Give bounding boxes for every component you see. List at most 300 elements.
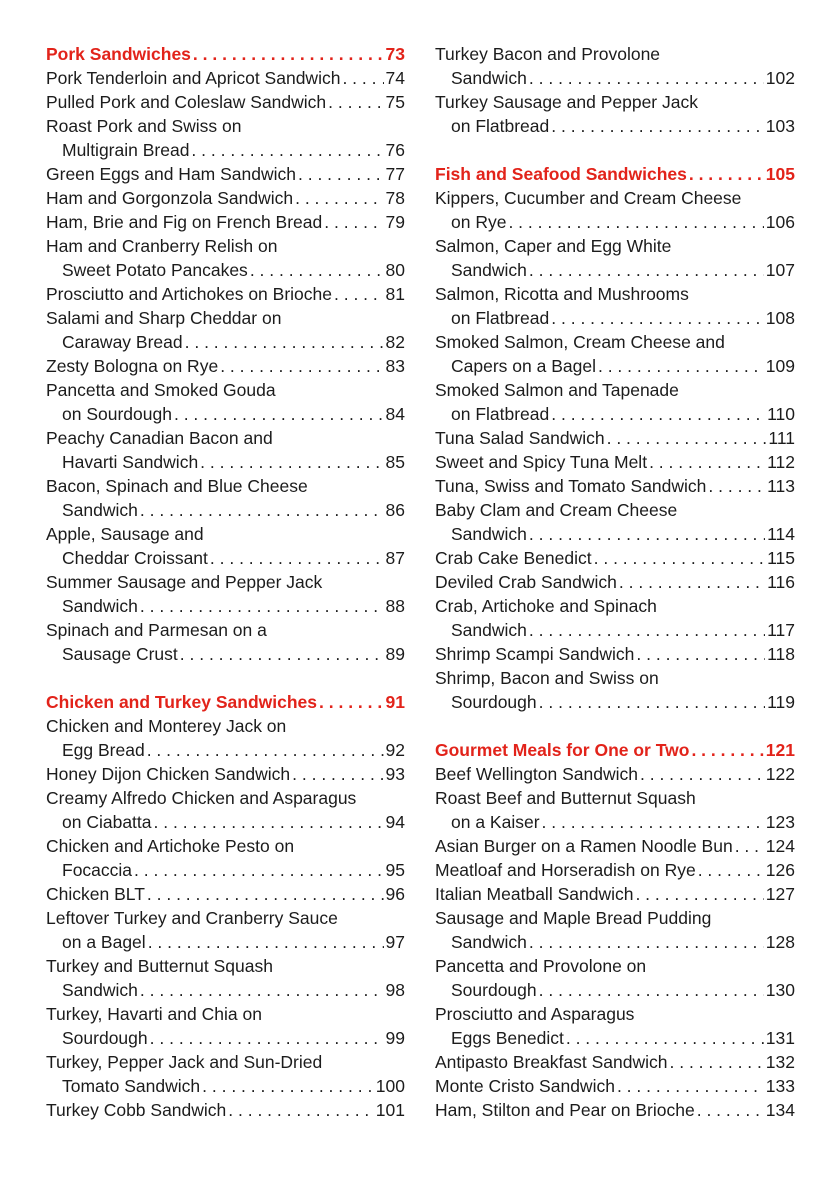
page-number: 82 [385, 332, 405, 352]
page-number: 78 [385, 188, 405, 208]
entry-title: Sandwich [451, 524, 527, 544]
toc-entry [46, 834, 405, 882]
entry-title: Sandwich [451, 68, 527, 88]
page-number: 118 [767, 644, 795, 664]
entry-title: Chicken and Artichoke Pesto on [46, 836, 295, 856]
entry-line [46, 1026, 405, 1050]
entry-title: Ham, Brie and Fig on French Bread [46, 212, 323, 232]
entry-title: Smoked Salmon and Tapenade [435, 380, 679, 400]
dot-leader [138, 978, 384, 1002]
entry-title: on Flatbread [451, 404, 550, 424]
dot-leader [322, 210, 383, 234]
entry-line [46, 954, 405, 978]
toc-entry [46, 90, 405, 114]
toc-entry [435, 90, 795, 138]
page-number: 109 [765, 356, 795, 376]
entry-line [46, 1002, 405, 1026]
entry-title: Salmon, Ricotta and Mushrooms [435, 284, 689, 304]
entry-line [435, 426, 795, 450]
section-title: Pork Sandwiches [46, 44, 191, 64]
entry-line [435, 522, 795, 546]
dot-leader [706, 474, 765, 498]
entry-title: Baby Clam and Cream Cheese [435, 500, 678, 520]
entry-line [435, 834, 795, 858]
entry-line [46, 618, 405, 642]
toc-entry [46, 306, 405, 354]
page-number: 102 [765, 68, 795, 88]
entry-line [46, 882, 405, 906]
toc-section [435, 42, 795, 138]
page-number: 92 [385, 740, 405, 760]
entry-title: Pulled Pork and Coleslaw Sandwich [46, 92, 327, 112]
entry-title: Smoked Salmon, Cream Cheese and [435, 332, 725, 352]
entry-line [435, 906, 795, 930]
dot-leader [145, 738, 384, 762]
entry-title: Ham and Gorgonzola Sandwich [46, 188, 294, 208]
dot-leader [296, 162, 384, 186]
page-number: 73 [385, 44, 405, 64]
page-number: 111 [768, 428, 795, 448]
dot-leader [647, 450, 765, 474]
toc-entry [435, 1098, 795, 1122]
dot-leader [132, 858, 384, 882]
dot-leader [146, 930, 384, 954]
dot-leader [293, 186, 383, 210]
entry-title: Ham and Cranberry Relish on [46, 236, 278, 256]
entry-title: Pork Tenderloin and Apricot Sandwich [46, 68, 341, 88]
toc-entry [435, 858, 795, 882]
dot-leader [172, 402, 384, 426]
dot-leader [248, 258, 384, 282]
page-number: 107 [765, 260, 795, 280]
dot-leader [208, 546, 384, 570]
entry-line [46, 762, 405, 786]
dot-leader [226, 1098, 374, 1122]
dot-leader [605, 426, 767, 450]
toc-entry [435, 882, 795, 906]
toc-entry [46, 522, 405, 570]
entry-line [46, 594, 405, 618]
toc-entry [435, 1074, 795, 1098]
entry-line [46, 114, 405, 138]
dot-leader [138, 594, 384, 618]
entry-title: Sandwich [451, 260, 527, 280]
toc-entry [435, 546, 795, 570]
entry-title: Turkey Cobb Sandwich [46, 1100, 227, 1120]
entry-title: Egg Bread [62, 740, 145, 760]
entry-title: Caraway Bread [62, 332, 183, 352]
toc-entry [435, 378, 795, 426]
page-number: 108 [765, 308, 795, 328]
entry-title: Asian Burger on a Ramen Noodle Bun [435, 836, 733, 856]
toc-entry [435, 42, 795, 90]
toc-section [435, 738, 795, 1122]
section-heading [435, 738, 795, 762]
entry-line [46, 858, 405, 882]
entry-title: Sourdough [62, 1028, 148, 1048]
entry-line [46, 90, 405, 114]
entry-line [435, 330, 795, 354]
entry-title: Cheddar Croissant [62, 548, 208, 568]
entry-line [435, 402, 795, 426]
entry-title: Sandwich [62, 500, 138, 520]
toc-entry [435, 594, 795, 642]
toc-entry [46, 954, 405, 1002]
entry-title: Turkey Bacon and Provolone [435, 44, 661, 64]
entry-title: Meatloaf and Horseradish on Rye [435, 860, 696, 880]
entry-title: Multigrain Bread [62, 140, 190, 160]
toc-entry [435, 498, 795, 546]
entry-line [46, 282, 405, 306]
dot-leader [527, 618, 765, 642]
page-number: 103 [765, 116, 795, 136]
toc-entry [46, 1098, 405, 1122]
entry-line [435, 1098, 795, 1122]
entry-title: Prosciutto and Asparagus [435, 1004, 635, 1024]
page-number: 86 [385, 500, 405, 520]
entry-title: Sweet and Spicy Tuna Melt [435, 452, 648, 472]
entry-line [435, 858, 795, 882]
entry-title: Pancetta and Provolone on [435, 956, 647, 976]
dot-leader [540, 810, 764, 834]
dot-leader [549, 402, 765, 426]
page-number: 130 [765, 980, 795, 1000]
entry-line [46, 714, 405, 738]
entry-line [46, 810, 405, 834]
page-number: 87 [385, 548, 405, 568]
dot-leader [549, 306, 764, 330]
toc-entry [435, 786, 795, 834]
page-number: 113 [767, 476, 795, 496]
toc-entry [435, 450, 795, 474]
entry-line [435, 1026, 795, 1050]
entry-title: Havarti Sandwich [62, 452, 199, 472]
entry-line [46, 906, 405, 930]
toc-entry [46, 714, 405, 762]
entry-title: Apple, Sausage and [46, 524, 204, 544]
entry-title: Monte Cristo Sandwich [435, 1076, 615, 1096]
entry-title: Roast Beef and Butternut Squash [435, 788, 696, 808]
dot-leader [527, 930, 764, 954]
dot-leader [596, 354, 764, 378]
dot-leader [527, 66, 764, 90]
toc-entry [435, 834, 795, 858]
entry-line [46, 738, 405, 762]
toc-entry [435, 642, 795, 666]
entry-line [435, 882, 795, 906]
entry-title: on Sourdough [62, 404, 172, 424]
dot-leader [634, 642, 765, 666]
toc-entry [46, 906, 405, 954]
dot-leader [733, 834, 764, 858]
entry-line [46, 330, 405, 354]
toc-entry [46, 234, 405, 282]
section-heading [46, 42, 405, 66]
dot-leader [687, 162, 764, 186]
dot-leader [198, 450, 383, 474]
toc-entry [435, 762, 795, 786]
section-heading [435, 162, 795, 186]
page-number: 93 [385, 764, 405, 784]
entry-line [46, 498, 405, 522]
entry-title: Green Eggs and Ham Sandwich [46, 164, 296, 184]
section-title: Gourmet Meals for One or Two [435, 740, 690, 760]
page-number: 96 [385, 884, 405, 904]
entry-title: Salmon, Caper and Egg White [435, 236, 672, 256]
entry-line [435, 666, 795, 690]
dot-leader [527, 522, 765, 546]
dot-leader [138, 498, 384, 522]
entry-line [435, 762, 795, 786]
page-number: 79 [385, 212, 405, 232]
toc-entry [435, 570, 795, 594]
dot-leader [189, 138, 383, 162]
dot-leader [200, 1074, 374, 1098]
page-number: 85 [385, 452, 405, 472]
toc-section [46, 690, 405, 1122]
page-number: 131 [765, 1028, 795, 1048]
page-number: 74 [385, 68, 405, 88]
entry-line [435, 546, 795, 570]
entry-line [46, 162, 405, 186]
toc-column-left [46, 42, 405, 1146]
toc-entry [46, 1050, 405, 1098]
entry-title: Turkey, Pepper Jack and Sun-Dried [46, 1052, 323, 1072]
toc-entry [435, 474, 795, 498]
entry-line [46, 426, 405, 450]
section-title: Chicken and Turkey Sandwiches [46, 692, 318, 712]
entry-title: on Rye [451, 212, 507, 232]
dot-leader [145, 882, 384, 906]
dot-leader [290, 762, 383, 786]
entry-line [435, 354, 795, 378]
page-number: 115 [767, 548, 795, 568]
dot-leader [317, 690, 384, 714]
page-number: 95 [385, 860, 405, 880]
entry-title: Antipasto Breakfast Sandwich [435, 1052, 668, 1072]
toc-entry [435, 906, 795, 954]
page-number: 134 [765, 1100, 795, 1120]
entry-title: Tomato Sandwich [62, 1076, 201, 1096]
entry-line [46, 354, 405, 378]
toc-entry [435, 666, 795, 714]
entry-title: Zesty Bologna on Rye [46, 356, 219, 376]
entry-line [435, 570, 795, 594]
dot-leader [617, 570, 765, 594]
entry-title: on Ciabatta [62, 812, 152, 832]
page-number: 126 [765, 860, 795, 880]
page-number: 121 [765, 740, 795, 760]
entry-line [46, 378, 405, 402]
entry-line [435, 690, 795, 714]
page-number: 81 [385, 284, 405, 304]
entry-line [46, 402, 405, 426]
page-number: 77 [385, 164, 405, 184]
dot-leader [549, 114, 764, 138]
dot-leader [615, 1074, 764, 1098]
entry-line [46, 258, 405, 282]
entry-title: Roast Pork and Swiss on [46, 116, 242, 136]
entry-title: Tuna, Swiss and Tomato Sandwich [435, 476, 707, 496]
entry-title: Tuna Salad Sandwich [435, 428, 605, 448]
entry-title: Focaccia [62, 860, 133, 880]
page-number: 105 [765, 164, 795, 184]
entry-title: Summer Sausage and Pepper Jack [46, 572, 323, 592]
toc-entry [435, 186, 795, 234]
entry-title: Chicken BLT [46, 884, 145, 904]
entry-line [46, 786, 405, 810]
toc-entry [435, 234, 795, 282]
toc-entry [435, 426, 795, 450]
toc-entry [46, 1002, 405, 1050]
dot-leader [178, 642, 384, 666]
entry-title: Crab Cake Benedict [435, 548, 592, 568]
entry-line [435, 1002, 795, 1026]
page-number: 88 [385, 596, 405, 616]
entry-line [435, 954, 795, 978]
entry-line [435, 786, 795, 810]
dot-leader [638, 762, 764, 786]
toc-section [46, 42, 405, 666]
dot-leader [537, 978, 764, 1002]
dot-leader [592, 546, 765, 570]
page-number: 106 [765, 212, 795, 232]
entry-line [46, 642, 405, 666]
entry-line [435, 186, 795, 210]
entry-line [435, 234, 795, 258]
entry-line [46, 1074, 405, 1098]
entry-line [46, 450, 405, 474]
entry-title: Peachy Canadian Bacon and [46, 428, 273, 448]
entry-title: Prosciutto and Artichokes on Brioche [46, 284, 332, 304]
page-number: 119 [767, 692, 795, 712]
entry-line [435, 474, 795, 498]
entry-line [435, 306, 795, 330]
page-number: 127 [765, 884, 795, 904]
entry-title: Beef Wellington Sandwich [435, 764, 638, 784]
entry-line [435, 66, 795, 90]
toc-entry [46, 162, 405, 186]
page-number: 112 [767, 452, 795, 472]
toc-entry [46, 474, 405, 522]
dot-leader [506, 210, 763, 234]
entry-line [46, 834, 405, 858]
toc-entry [435, 330, 795, 378]
toc-entry [435, 954, 795, 1002]
page-number: 94 [385, 812, 405, 832]
entry-line [46, 474, 405, 498]
dot-leader [191, 42, 384, 66]
dot-leader [527, 258, 764, 282]
page-number: 123 [765, 812, 795, 832]
entry-line [435, 258, 795, 282]
entry-line [435, 594, 795, 618]
toc-entry [46, 378, 405, 426]
entry-title: Kippers, Cucumber and Cream Cheese [435, 188, 742, 208]
dot-leader [689, 738, 763, 762]
dot-leader [668, 1050, 764, 1074]
entry-line [435, 450, 795, 474]
dot-leader [218, 354, 383, 378]
entry-title: Capers on a Bagel [451, 356, 596, 376]
toc-entry [46, 282, 405, 306]
entry-line [435, 978, 795, 1002]
entry-title: on Flatbread [451, 308, 550, 328]
entry-title: Sweet Potato Pancakes [62, 260, 248, 280]
page-number: 83 [385, 356, 405, 376]
dot-leader [696, 858, 764, 882]
entry-line [435, 810, 795, 834]
page-number: 91 [385, 692, 405, 712]
entry-title: Sandwich [451, 932, 527, 952]
entry-title: Deviled Crab Sandwich [435, 572, 617, 592]
entry-line [46, 1098, 405, 1122]
toc-entry [46, 114, 405, 162]
entry-line [46, 1050, 405, 1074]
section-title: Fish and Seafood Sandwiches [435, 164, 687, 184]
entry-title: Sourdough [451, 692, 537, 712]
entry-title: Turkey and Butternut Squash [46, 956, 273, 976]
toc-entry [435, 282, 795, 330]
page-number: 133 [765, 1076, 795, 1096]
page-number: 99 [385, 1028, 405, 1048]
entry-title: Sandwich [62, 596, 138, 616]
entry-line [435, 210, 795, 234]
entry-title: Leftover Turkey and Cranberry Sauce [46, 908, 338, 928]
entry-title: Sausage and Maple Bread Pudding [435, 908, 712, 928]
page-number: 97 [385, 932, 405, 952]
entry-title: Sandwich [62, 980, 138, 1000]
entry-title: Italian Meatball Sandwich [435, 884, 634, 904]
entry-line [46, 570, 405, 594]
page-number: 128 [765, 932, 795, 952]
page-number: 89 [385, 644, 405, 664]
entry-title: Sandwich [451, 620, 527, 640]
entry-title: Salami and Sharp Cheddar on [46, 308, 282, 328]
entry-line [46, 210, 405, 234]
toc-entry [46, 786, 405, 834]
entry-title: Eggs Benedict [451, 1028, 564, 1048]
toc-entry [46, 66, 405, 90]
dot-leader [564, 1026, 764, 1050]
dot-leader [537, 690, 765, 714]
toc-entry [435, 1002, 795, 1050]
dot-leader [148, 1026, 384, 1050]
entry-title: Honey Dijon Chicken Sandwich [46, 764, 291, 784]
dot-leader [695, 1098, 764, 1122]
dot-leader [332, 282, 384, 306]
entry-line [46, 930, 405, 954]
toc-entry [435, 1050, 795, 1074]
toc-entry [46, 570, 405, 618]
toc-entry [46, 426, 405, 474]
entry-title: Pancetta and Smoked Gouda [46, 380, 276, 400]
entry-line [435, 378, 795, 402]
toc-entry [46, 354, 405, 378]
toc-entry [46, 210, 405, 234]
entry-title: Sausage Crust [62, 644, 178, 664]
entry-line [435, 114, 795, 138]
page-number: 100 [375, 1076, 405, 1096]
entry-title: on Flatbread [451, 116, 550, 136]
dot-leader [326, 90, 383, 114]
page-number: 76 [385, 140, 405, 160]
entry-line [46, 138, 405, 162]
toc-entry [46, 186, 405, 210]
entry-title: Shrimp Scampi Sandwich [435, 644, 635, 664]
entry-line [46, 234, 405, 258]
entry-line [435, 498, 795, 522]
